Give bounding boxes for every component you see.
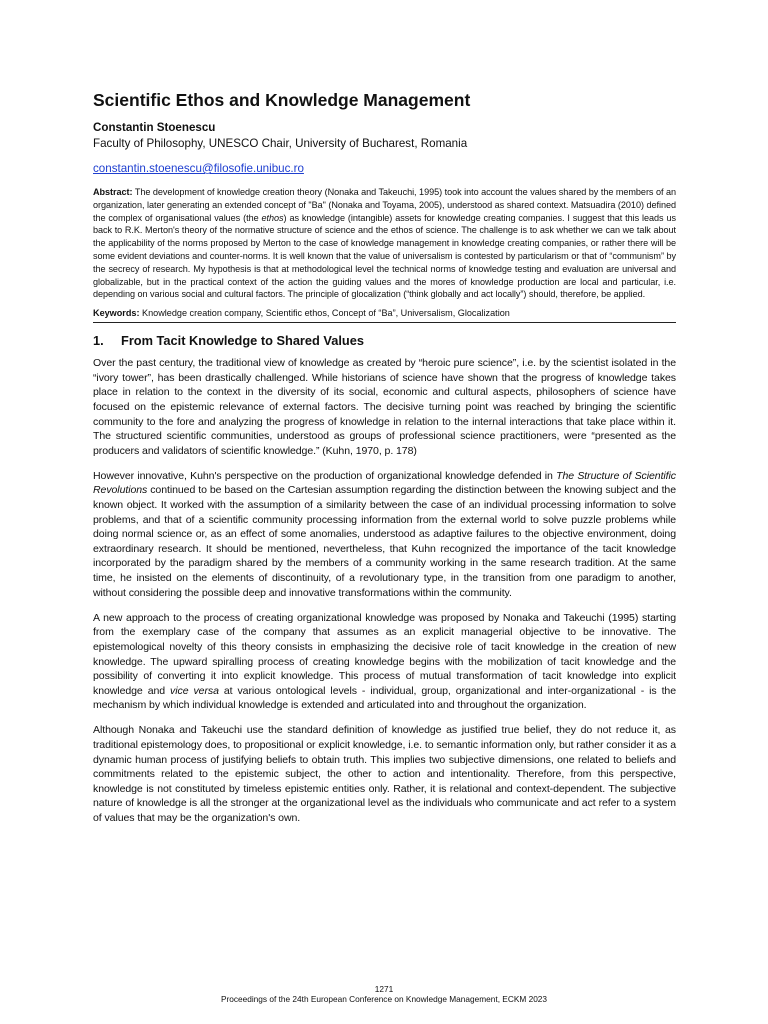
keywords-label: Keywords: xyxy=(93,308,140,319)
paragraph-3-text-a: A new approach to the process of creating organizational knowledge was proposed by Nonaka and Takeuchi (1995) starting from the exemplary case of the company that assumes as an explicit managerial objective to be innovative. The epistemological novelty of this theory consists in emphasizing the decisive role of tacit knowledge in the creation of new knowledge. The upward spiralling process of creating knowledge begins with the mobilization of tacit knowledge and the possibility of converting it into explicit knowledge. This process of mutual transformation of tacit knowledge into explicit knowledge and xyxy=(93,611,676,697)
author-name: Constantin Stoenescu xyxy=(93,121,216,134)
paragraph-2-text-a: However innovative, Kuhn's perspective on the production of organizational knowledge defended in xyxy=(93,469,557,482)
paragraph-2 xyxy=(93,469,676,600)
page-number: 1271 xyxy=(374,984,394,994)
keywords-text: Knowledge creation company, Scientific ethos, Concept of “Ba”, Universalism, Glocalization xyxy=(142,308,510,319)
abstract xyxy=(93,186,676,301)
paper-content xyxy=(93,89,676,836)
keywords xyxy=(93,307,676,323)
section-title: From Tacit Knowledge to Shared Values xyxy=(121,333,364,349)
author-email-link[interactable]: constantin.stoenescu@filosofie.unibuc.ro xyxy=(93,162,304,175)
paragraph-3-text-b: at various ontological levels - individual, group, organizational and inter-organizational - is the mechanism by which individual knowledge is extended and articulated into and throughout the organization. xyxy=(93,684,676,712)
author-affiliation: Faculty of Philosophy, UNESCO Chair, University of Bucharest, Romania xyxy=(93,137,468,150)
abstract-text-1: The development of knowledge creation theory (Nonaka and Takeuchi, 1995) took into account the values shared by the members of an organization, later generating an extended concept of "Ba" (Nonaka and Toyama, 2005), understood as shared context. Matsuadira (2010) defined the complex of organisational values (the xyxy=(93,187,677,223)
paragraph-1: Over the past century, the traditional view of knowledge as created by “heroic pure science”, i.e. by the scientist isolated in the “ivory tower”, has been drastically challenged. While historians of science have shown that the progress of knowledge takes place in relation to the context in the diversity of its social, economic and cultural aspects, philosophers of science have focused on the epistemic relevance of external factors. The decisive turning point was reached by bringing the scientific community to the fore and analyzing the progress of knowledge in relation to the internal interactions that take place within it. The structured scientific communities, understood as groups of professional science practitioners, were “presented as the producers and validators of scientific knowledge.” (Kuhn, 1970, p. 178) xyxy=(93,357,676,457)
book-title-italic: The Structure of Scientific Revolutions xyxy=(93,469,676,497)
paragraph-4: Although Nonaka and Takeuchi use the standard definition of knowledge as justified true belief, they do not reduce it, as traditional epistemology does, to propositional or explicit knowledge, i.e. to semantic information only, but rather consider it as a dynamic human process of justifying beliefs to obtain truth. This implies two subjective dimensions, one related to beliefs and commitments related to the epistemic subject, the other to action and intentionality. Therefore, from this perspective, knowledge is not constituted by timeless epistemic entities only. Rather, it is relational and context-dependent. The subjective nature of knowledge is all the stronger at the organizational level as the individuals who communicate and act refer to a system of values that may be the organization's own. xyxy=(93,724,676,825)
proceedings-footer: Proceedings of the 24th European Conference on Knowledge Management, ECKM 2023 xyxy=(220,994,548,1004)
abstract-label: Abstract: xyxy=(93,187,133,197)
section-heading xyxy=(93,333,676,349)
abstract-italic: ethos xyxy=(261,212,284,223)
paper-title: Scientific Ethos and Knowledge Management xyxy=(93,90,471,110)
vice-versa-italic: vice versa xyxy=(170,684,219,697)
abstract-text-2: ) as knowledge (intangible) assets for knowledge creating companies. I suggest that this leads us back to R.K. Merton's theory of the normative structure of science and the ethos of science. The challenge is to ask whether we can we talk about the applicability of the norms proposed by Merton to the case of knowledge management in knowledge creating companies, or rather there will be some evident deviations and counter-norms. It is well known that the value of universalism is contested by particularism or that of “communism” by the secrecy of research. My hypothesis is that at methodological level the technical norms of knowledge testing and evaluation are universal and globalizable, but in the practical context of the action the guiding values and the mores of knowledge production are local and particular, i.e. depending on various social and cultural factors. The principle of glocalization (“think globally and act locally”) should, therefore, be applied. xyxy=(93,212,676,300)
paragraph-2-text-b: continued to be based on the Cartesian assumption regarding the distinction between the knowing subject and the known object. It worked with the assumption of a similarity between the case of an individual processing information to solve problems, and that of a scientific community processing information from the external world to solve puzzle problems while doing normal science or, as an effect of some anomalies, understood as adaptive failures to the objective environment, doing extraordinary research. It should be mentioned, nevertheless, that Kuhn recognized the importance of the tacit knowledge incorporated by the paradigm shared by the members of a community working in the same research tradition. At the same time, he insisted on the elements of discontinuity, of a revolutionary type, in the transition from one paradigm to another, without considering the possible deep and innovative transformations within the community. xyxy=(93,484,676,599)
paragraph-3 xyxy=(93,611,676,713)
section-number: 1. xyxy=(93,333,104,349)
